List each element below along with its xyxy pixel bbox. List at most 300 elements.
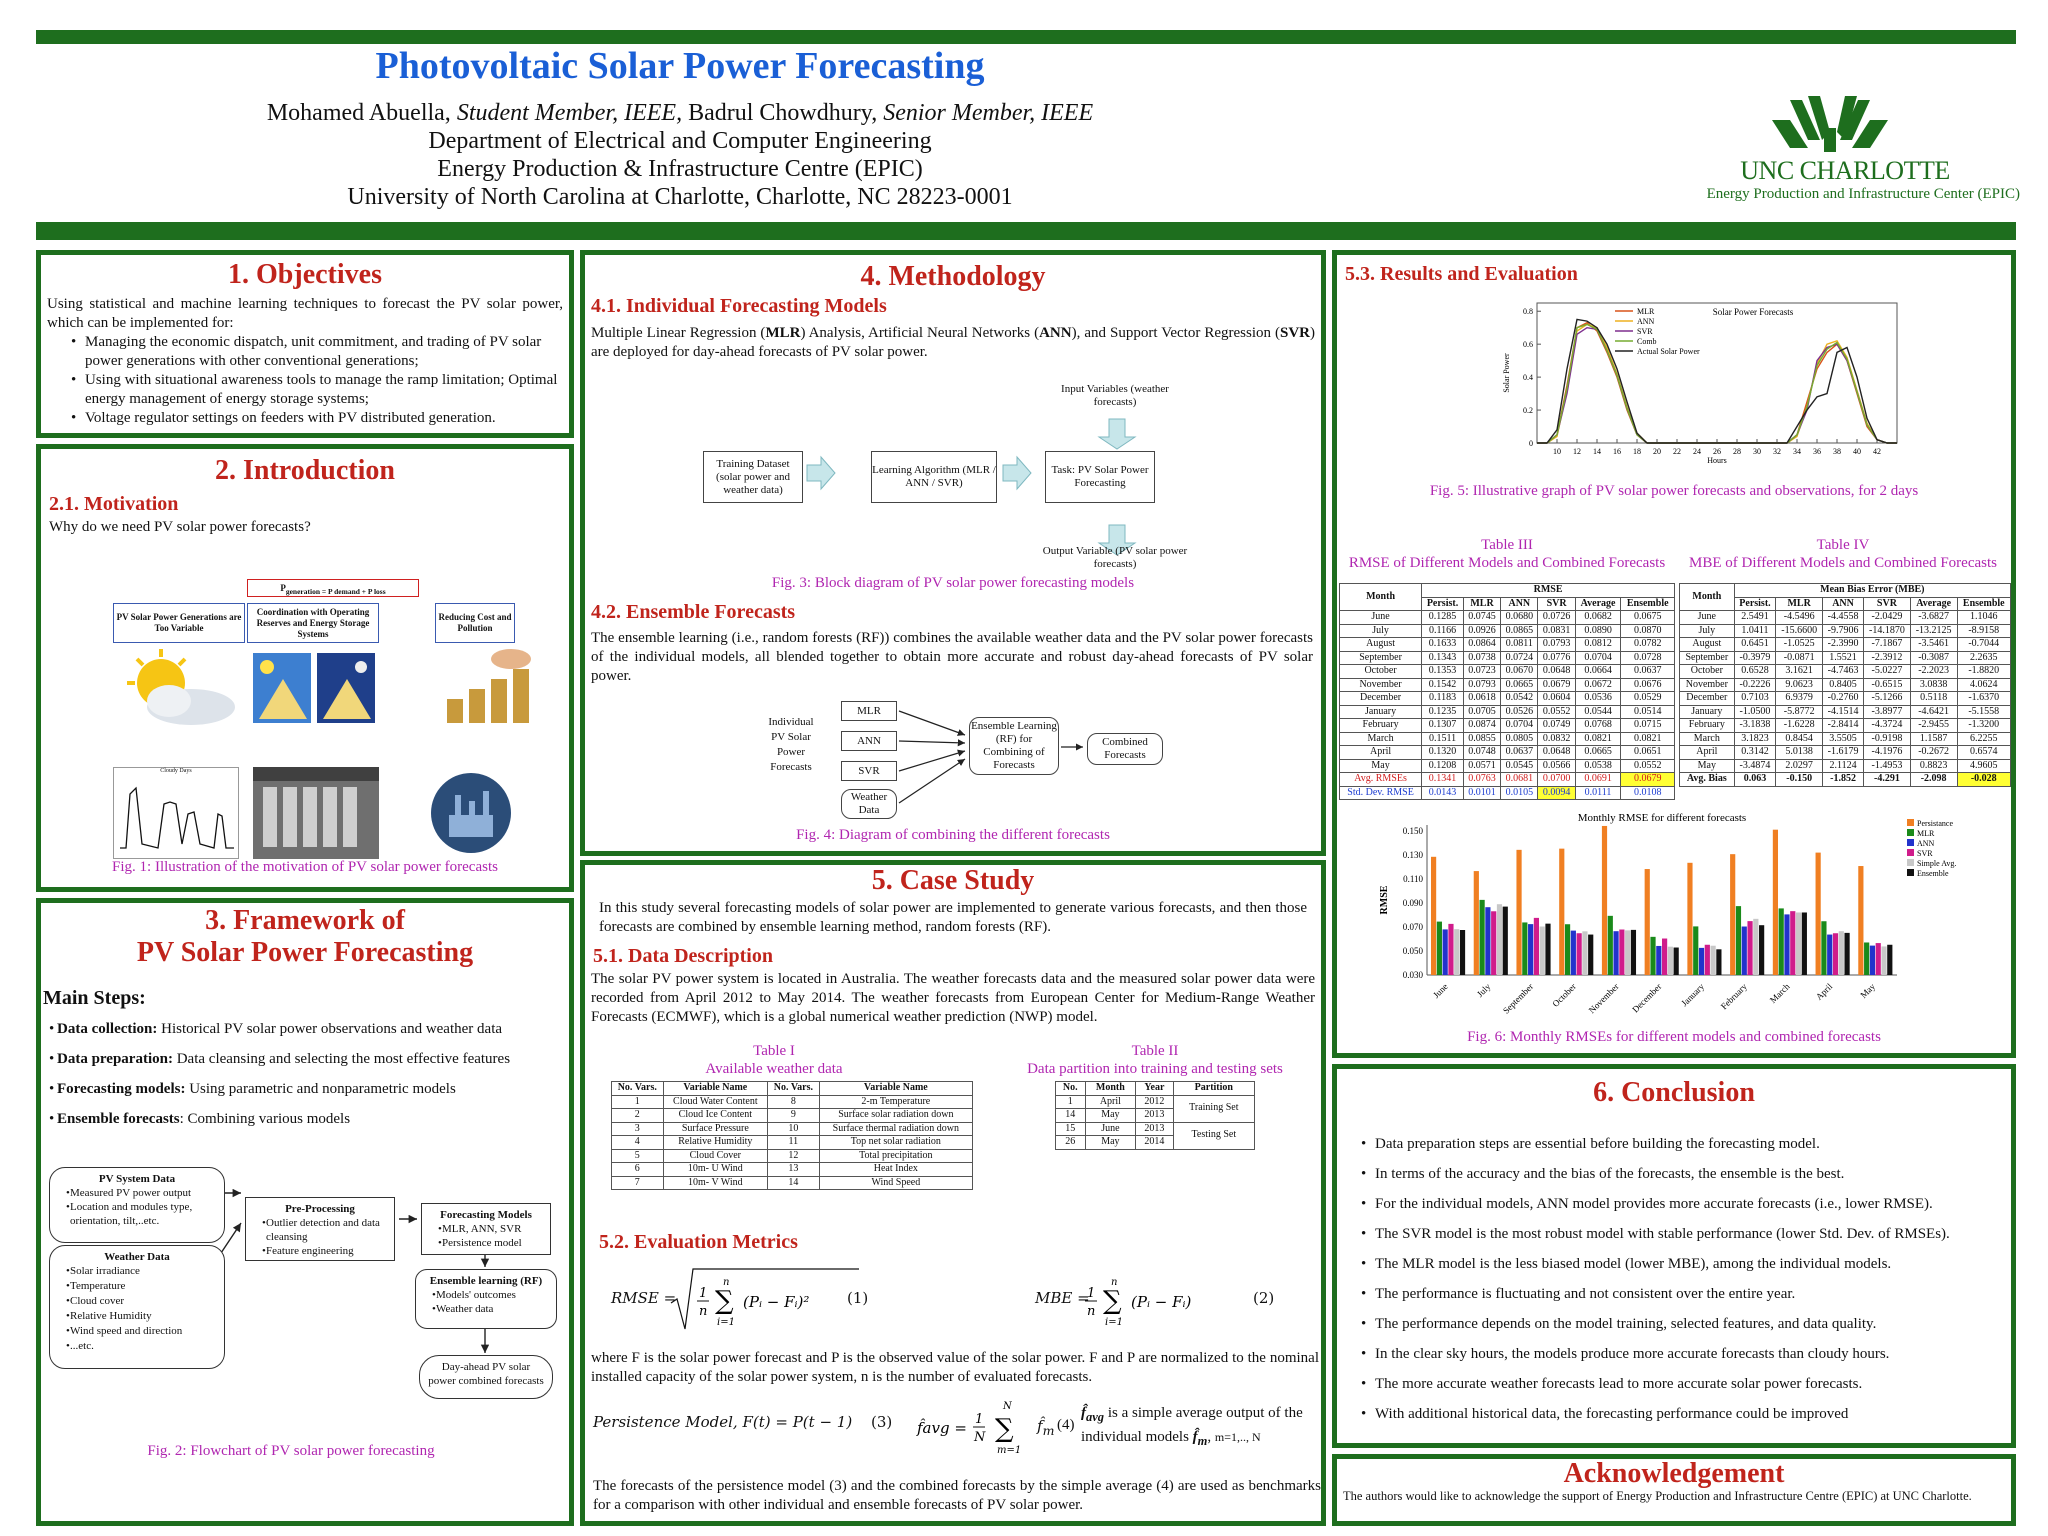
x-tick-label: January bbox=[1679, 981, 1707, 1009]
table-row bbox=[1680, 692, 2011, 706]
table-cell: 0.1235 bbox=[1422, 705, 1464, 719]
table-cell: 0.0865 bbox=[1501, 624, 1538, 638]
input-variables-label: Input Variables (weather forecasts) bbox=[1061, 383, 1169, 408]
x-tick-label: October bbox=[1550, 981, 1578, 1009]
table2-title: Table II bbox=[1131, 1043, 1179, 1059]
table-cell: 0.3142 bbox=[1734, 746, 1776, 760]
storage-illustration-icon bbox=[253, 649, 381, 729]
individual-forecasts-label: Individual PV Solar Power Forecasts bbox=[768, 716, 814, 773]
list-item: • Temperature bbox=[58, 1279, 216, 1294]
table-row bbox=[1340, 678, 1675, 692]
table-cell: -1.3200 bbox=[1957, 719, 2010, 733]
table-row bbox=[1680, 665, 2011, 679]
mbe-table bbox=[1679, 583, 2011, 787]
logo-name: UNC CHARLOTTE bbox=[1740, 156, 1950, 185]
table-cell: 0.1285 bbox=[1422, 611, 1464, 625]
table-row bbox=[1680, 732, 2011, 746]
table-cell: Partition bbox=[1173, 1082, 1254, 1096]
table-row bbox=[1340, 759, 1675, 773]
table-cell: -3.8977 bbox=[1864, 705, 1911, 719]
table-cell: -1.6370 bbox=[1957, 692, 2010, 706]
table-cell: 2.0297 bbox=[1776, 759, 1823, 773]
table-cell: Avg. RMSEs bbox=[1340, 773, 1422, 787]
bar bbox=[1881, 946, 1886, 975]
bar bbox=[1699, 948, 1704, 975]
legend-swatch bbox=[1907, 859, 1914, 866]
table-cell: No. Vars. bbox=[612, 1082, 664, 1096]
table-row bbox=[1340, 624, 1675, 638]
table-cell: -0.028 bbox=[1957, 773, 2010, 787]
table-cell: February bbox=[1340, 719, 1422, 733]
table-row bbox=[612, 1122, 973, 1136]
table-cell: 0.1511 bbox=[1422, 732, 1464, 746]
table-cell: 0.0544 bbox=[1575, 705, 1621, 719]
table-cell: 0.0648 bbox=[1538, 746, 1575, 760]
table-cell: -2.3912 bbox=[1864, 651, 1911, 665]
table-cell: 0.1542 bbox=[1422, 678, 1464, 692]
chart-title: Monthly RMSE for different forecasts bbox=[1577, 812, 1747, 824]
x-tick-label: July bbox=[1474, 981, 1493, 1000]
table-cell: -5.8772 bbox=[1776, 705, 1823, 719]
bar bbox=[1839, 931, 1844, 975]
x-tick-label: 20 bbox=[1653, 447, 1661, 456]
table-cell: Ensemble bbox=[1957, 597, 2010, 611]
table-cell: -1.8820 bbox=[1957, 665, 2010, 679]
table-cell: May bbox=[1680, 759, 1735, 773]
legend-swatch bbox=[1907, 839, 1914, 846]
table-cell: 6.9379 bbox=[1776, 692, 1823, 706]
legend-swatch bbox=[1907, 819, 1914, 826]
y-tick-label: 0.6 bbox=[1523, 340, 1533, 350]
x-tick-label: 42 bbox=[1873, 447, 1881, 456]
table-cell: Persist. bbox=[1422, 597, 1464, 611]
x-tick-label: March bbox=[1767, 981, 1792, 1006]
series-line bbox=[1537, 319, 1897, 443]
y-axis-label: Solar Power bbox=[1502, 353, 1511, 393]
bar bbox=[1448, 924, 1453, 975]
bar bbox=[1790, 911, 1795, 975]
table-cell: 0.0811 bbox=[1501, 638, 1538, 652]
table-cell: 0.0793 bbox=[1538, 638, 1575, 652]
list-item: • With additional historical data, the forecasting performance could be improved bbox=[1353, 1399, 2001, 1429]
header-divider-bar bbox=[36, 222, 2016, 240]
case-study-heading: 5. Case Study bbox=[871, 865, 1035, 896]
x-tick-label: May bbox=[1858, 981, 1878, 1001]
table-cell: September bbox=[1680, 651, 1735, 665]
svg-text:N: N bbox=[974, 1430, 986, 1445]
list-item: • Forecasting models: Using parametric and nonparametric models bbox=[41, 1074, 569, 1104]
table-cell: SVR bbox=[1864, 597, 1911, 611]
table-cell: 14 bbox=[768, 1176, 820, 1190]
bar bbox=[1833, 933, 1838, 975]
table-cell: 0.0700 bbox=[1538, 773, 1575, 787]
y-tick-label: 0.110 bbox=[1403, 874, 1423, 884]
fig6-caption: Fig. 6: Monthly RMSEs for different models and combined forecasts bbox=[1467, 1029, 1881, 1045]
y-axis-label: RMSE bbox=[1379, 885, 1390, 915]
table-cell: 13 bbox=[768, 1163, 820, 1177]
table-cell: 0.0637 bbox=[1501, 746, 1538, 760]
acknowledgement-heading: Acknowledgement bbox=[1563, 1458, 1785, 1489]
x-tick-label: 30 bbox=[1753, 447, 1761, 456]
objectives-list bbox=[41, 333, 569, 428]
table-cell: 0.0679 bbox=[1538, 678, 1575, 692]
table-cell: -1.4953 bbox=[1864, 759, 1911, 773]
combined-forecasts-box: Combined Forecasts bbox=[1087, 733, 1163, 765]
table-cell: 10m- V Wind bbox=[663, 1176, 768, 1190]
table-row bbox=[1340, 692, 1675, 706]
table-cell: 0.0864 bbox=[1463, 638, 1500, 652]
list-item: • Data preparation: Data cleansing and selecting the most effective features bbox=[41, 1044, 569, 1074]
list-item: • Data collection: Historical PV solar power observations and weather data bbox=[41, 1014, 569, 1044]
table-cell: Surface solar radiation down bbox=[819, 1109, 972, 1123]
month-header: Month bbox=[1680, 584, 1735, 611]
table1-title: Table I bbox=[753, 1043, 795, 1059]
list-item: • Weather data bbox=[424, 1302, 548, 1316]
table-cell: Cloud Water Content bbox=[663, 1095, 768, 1109]
objectives-heading: 1. Objectives bbox=[228, 259, 382, 290]
legend-label: MLR bbox=[1917, 829, 1935, 838]
table-cell: 0.1341 bbox=[1422, 773, 1464, 787]
table-cell: 1.0411 bbox=[1734, 624, 1776, 638]
pv-system-data-box: PV System Data • Measured PV power output • Location and modules type, orientation, tilt,..etc. bbox=[49, 1167, 225, 1243]
table-cell: 0.1353 bbox=[1422, 665, 1464, 679]
table-cell: 0.7103 bbox=[1734, 692, 1776, 706]
bar bbox=[1858, 866, 1863, 975]
table-cell: 0.0745 bbox=[1463, 611, 1500, 625]
y-tick-label: 0.150 bbox=[1402, 826, 1423, 836]
sun-cloud-icon bbox=[111, 649, 241, 729]
poster-title: Photovoltaic Solar Power Forecasting bbox=[375, 45, 985, 87]
ens-model-mlr: MLR bbox=[841, 701, 897, 721]
series-line bbox=[1537, 328, 1897, 443]
y-tick-label: 0.2 bbox=[1523, 406, 1533, 416]
bar bbox=[1480, 900, 1485, 975]
training-dataset-box: Training Dataset (solar power and weather data) bbox=[703, 451, 803, 503]
x-tick-label: 28 bbox=[1733, 447, 1741, 456]
table-cell: 0.0832 bbox=[1538, 732, 1575, 746]
cloudy-days-plot bbox=[114, 774, 238, 854]
x-tick-label: 32 bbox=[1773, 447, 1781, 456]
y-tick-label: 0 bbox=[1529, 439, 1533, 448]
table-cell: 0.0723 bbox=[1463, 665, 1500, 679]
table-cell: 0.0648 bbox=[1538, 665, 1575, 679]
table-cell: 1 bbox=[612, 1095, 664, 1109]
table-cell: 0.0821 bbox=[1575, 732, 1621, 746]
chart-title: Solar Power Forecasts bbox=[1712, 307, 1794, 317]
bar bbox=[1491, 911, 1496, 975]
table-cell: 0.1208 bbox=[1422, 759, 1464, 773]
table-cell: Persist. bbox=[1734, 597, 1776, 611]
average-description: $f̂_{avg}$ is a simple average output of the individual models $f̂_m$, m=1,.., N bbox=[1081, 1405, 1303, 1448]
table-cell: 9 bbox=[768, 1109, 820, 1123]
x-tick-label: February bbox=[1718, 981, 1749, 1012]
table-cell: 0.0111 bbox=[1575, 786, 1621, 800]
svg-text:N: N bbox=[1003, 1401, 1012, 1412]
table-cell: 0.0805 bbox=[1501, 732, 1538, 746]
conclusion-list bbox=[1337, 1109, 2011, 1429]
table-cell: 0.0637 bbox=[1621, 665, 1675, 679]
table-cell: 0.0604 bbox=[1538, 692, 1575, 706]
table-cell: April bbox=[1340, 746, 1422, 760]
table-cell: 3.5505 bbox=[1823, 732, 1864, 746]
table-row bbox=[1340, 705, 1675, 719]
training-set-cell: Training Set bbox=[1173, 1095, 1254, 1122]
list-item: • Persistence model bbox=[430, 1236, 542, 1250]
bar bbox=[1844, 933, 1849, 975]
table-cell: 0.8405 bbox=[1823, 678, 1864, 692]
university-line: University of North Carolina at Charlotte, Charlotte, NC 28223-0001 bbox=[347, 184, 1013, 210]
svg-text:n: n bbox=[723, 1277, 730, 1288]
table-cell: 0.0821 bbox=[1621, 732, 1675, 746]
table-cell: 0.6574 bbox=[1957, 746, 2010, 760]
y-tick-label: 0.090 bbox=[1402, 898, 1423, 908]
bar bbox=[1656, 946, 1661, 975]
centre-line: Energy Production & Infrastructure Centre (EPIC) bbox=[437, 156, 923, 182]
table-cell: 0.0675 bbox=[1621, 611, 1675, 625]
authors-line: Mohamed Abuella, Student Member, IEEE, Badrul Chowdhury, Senior Member, IEEE bbox=[266, 100, 1094, 126]
table-cell: March bbox=[1340, 732, 1422, 746]
table-cell: -4.3724 bbox=[1864, 719, 1911, 733]
table-cell: -2.8414 bbox=[1823, 719, 1864, 733]
table3-subtitle: RMSE of Different Models and Combined Forecasts bbox=[1348, 555, 1666, 571]
bar bbox=[1887, 945, 1892, 975]
table-row bbox=[1340, 611, 1675, 625]
legend-label: Comb bbox=[1637, 337, 1657, 346]
where-text: where F is the solar power forecast and P is the observed value of the solar power. F and P are normalized to the nominal installed capacity of the solar power system, n is the number of evaluated forecasts. bbox=[591, 1350, 1319, 1385]
table-cell: Month bbox=[1085, 1082, 1136, 1096]
table-cell: -0.2760 bbox=[1823, 692, 1864, 706]
table-cell: -5.1558 bbox=[1957, 705, 2010, 719]
table-cell: -1.0500 bbox=[1734, 705, 1776, 719]
table-cell: 0.0682 bbox=[1575, 611, 1621, 625]
table-cell: 0.0094 bbox=[1538, 786, 1575, 800]
table-cell: Variable Name bbox=[819, 1082, 972, 1096]
bar bbox=[1540, 927, 1545, 975]
table-row: 1 April 2012 Training Set bbox=[1056, 1095, 1255, 1109]
table-cell: January bbox=[1340, 705, 1422, 719]
table-cell: Surface thermal radiation down bbox=[819, 1122, 972, 1136]
table-cell: -1.6179 bbox=[1823, 746, 1864, 760]
table-cell: -8.9158 bbox=[1957, 624, 2010, 638]
table-cell: -3.1838 bbox=[1734, 719, 1776, 733]
table-cell: 0.0748 bbox=[1463, 746, 1500, 760]
table-cell: Cloud Cover bbox=[663, 1149, 768, 1163]
legend-label: ANN bbox=[1917, 839, 1935, 848]
table-cell: 0.0665 bbox=[1501, 678, 1538, 692]
x-axis-label: Hours bbox=[1707, 456, 1727, 465]
bar bbox=[1645, 869, 1650, 975]
table-cell: July bbox=[1340, 624, 1422, 638]
list-item: • Ensemble forecasts: Combining various models bbox=[41, 1104, 569, 1134]
y-tick-label: 0.030 bbox=[1402, 970, 1423, 980]
main-steps-heading: Main Steps: bbox=[43, 987, 146, 1009]
x-tick-label: 16 bbox=[1613, 447, 1621, 456]
logo-subtitle: Energy Production and Infrastructure Center (EPIC) bbox=[1706, 186, 2020, 202]
ensemble-forecasts-text: The ensemble learning (i.e., random forests (RF)) combines the available weather data and the PV solar power forecasts of the individual models, all blended together to obtain more accurate and robust day-ahead forecasts of PV solar power. bbox=[591, 630, 1313, 684]
svg-text:∑: ∑ bbox=[995, 1414, 1014, 1444]
average-equation-tail: $f̂_m$ bbox=[1037, 1417, 1055, 1438]
coins-icon bbox=[441, 649, 541, 729]
table-cell: 3 bbox=[612, 1122, 664, 1136]
table-cell: 0.0664 bbox=[1575, 665, 1621, 679]
bar bbox=[1742, 927, 1747, 975]
bar bbox=[1705, 945, 1710, 975]
task-box: Task: PV Solar Power Forecasting bbox=[1045, 451, 1155, 503]
list-item: • Data preparation steps are essential before building the forecasting model. bbox=[1353, 1129, 2001, 1159]
table-row bbox=[1340, 719, 1675, 733]
svg-text:(Pᵢ − Fᵢ): (Pᵢ − Fᵢ) bbox=[1131, 1293, 1192, 1311]
table-row bbox=[1340, 786, 1675, 800]
table-row bbox=[612, 1176, 973, 1190]
x-tick-label: 36 bbox=[1813, 447, 1821, 456]
bar bbox=[1773, 830, 1778, 975]
table3-title: Table III bbox=[1481, 537, 1533, 553]
monthly-rmse-bar-chart bbox=[1357, 811, 1997, 1031]
table-cell: Year bbox=[1136, 1082, 1173, 1096]
unc-charlotte-logo bbox=[1640, 92, 2020, 212]
table-cell: 0.0831 bbox=[1538, 624, 1575, 638]
bar bbox=[1588, 935, 1593, 975]
bar bbox=[1437, 922, 1442, 975]
bar bbox=[1747, 921, 1752, 975]
table-cell: 0.0566 bbox=[1538, 759, 1575, 773]
x-tick-label: September bbox=[1500, 981, 1536, 1016]
table-row bbox=[612, 1163, 973, 1177]
bar bbox=[1522, 922, 1527, 975]
table-cell: 0.1633 bbox=[1422, 638, 1464, 652]
bar bbox=[1497, 904, 1502, 975]
table-row: 26 May 2014 bbox=[1056, 1136, 1255, 1150]
ensemble-learning-box: Ensemble learning (RF) • Models' outcomes • Weather data bbox=[415, 1269, 557, 1329]
list-item: • The SVR model is the most robust model with stable performance (lower Std. Dev. of RMSEs). bbox=[1353, 1219, 2001, 1249]
table-row bbox=[1680, 773, 2011, 787]
table-row bbox=[1680, 705, 2011, 719]
table-cell: 0.0749 bbox=[1538, 719, 1575, 733]
table-cell: 0.0571 bbox=[1463, 759, 1500, 773]
table-cell: -0.3979 bbox=[1734, 651, 1776, 665]
table-cell: 2-m Temperature bbox=[819, 1095, 972, 1109]
table-cell: 0.0812 bbox=[1575, 638, 1621, 652]
table-cell: 0.0728 bbox=[1621, 651, 1675, 665]
x-tick-label: 14 bbox=[1593, 447, 1601, 456]
table-row: 14 May 2013 bbox=[1056, 1109, 1255, 1123]
fig1-caption: Fig. 1: Illustration of the motivation of PV solar power forecasts bbox=[112, 859, 498, 875]
bar bbox=[1571, 931, 1576, 975]
list-item: • Wind speed and direction bbox=[58, 1324, 216, 1339]
legend-label: SVR bbox=[1917, 849, 1933, 858]
legend-label: ANN bbox=[1637, 317, 1655, 326]
table-cell: No. Vars. bbox=[768, 1082, 820, 1096]
bar bbox=[1582, 931, 1587, 975]
svg-text:i=1: i=1 bbox=[717, 1317, 735, 1328]
introduction-heading: 2. Introduction bbox=[215, 455, 395, 486]
eq4-number: (4) bbox=[1057, 1417, 1075, 1433]
fig4-caption: Fig. 4: Diagram of combining the different forecasts bbox=[796, 827, 1110, 843]
table-row bbox=[612, 1095, 973, 1109]
steps-list bbox=[41, 1014, 569, 1134]
table-cell: -0.2226 bbox=[1734, 678, 1776, 692]
table-cell: Top net solar radiation bbox=[819, 1136, 972, 1150]
table-cell: 0.063 bbox=[1734, 773, 1776, 787]
table-cell: 2.5491 bbox=[1734, 611, 1776, 625]
bar bbox=[1454, 929, 1459, 975]
bar bbox=[1460, 930, 1465, 975]
forecasting-models-box: Forecasting Models • MLR, ANN, SVR • Persistence model bbox=[421, 1203, 551, 1255]
table-cell: 0.0715 bbox=[1621, 719, 1675, 733]
list-item: • Models' outcomes bbox=[424, 1288, 548, 1302]
table-cell: December bbox=[1680, 692, 1735, 706]
mbe-group-header: Mean Bias Error (MBE) bbox=[1734, 584, 2010, 598]
table-cell: November bbox=[1680, 678, 1735, 692]
table-cell: 0.0768 bbox=[1575, 719, 1621, 733]
list-item: • For the individual models, ANN model provides more accurate forecasts (i.e., lower RMSE). bbox=[1353, 1189, 2001, 1219]
table-row bbox=[612, 1136, 973, 1150]
list-item: • ...etc. bbox=[58, 1339, 216, 1354]
table-cell: -4.1976 bbox=[1864, 746, 1911, 760]
pre-processing-box: Pre-Processing • Outlier detection and data cleansing • Feature engineering bbox=[245, 1197, 395, 1261]
table-cell: 0.0855 bbox=[1463, 732, 1500, 746]
table-cell: -0.2672 bbox=[1910, 746, 1957, 760]
table-cell: 11 bbox=[768, 1136, 820, 1150]
table-cell: -0.6515 bbox=[1864, 678, 1911, 692]
bar bbox=[1443, 929, 1448, 975]
individual-models-text: Multiple Linear Regression (MLR) Analysis, Artificial Neural Networks (ANN), and Support Vector Regression (SVR) are deployed for day-ahead forecasts of PV solar power. bbox=[591, 325, 1315, 360]
table-cell: 0.0545 bbox=[1501, 759, 1538, 773]
table-cell: 0.0143 bbox=[1422, 786, 1464, 800]
bar bbox=[1625, 930, 1630, 975]
y-tick-label: 0.4 bbox=[1523, 373, 1533, 383]
table-cell: MLR bbox=[1776, 597, 1823, 611]
table-row bbox=[1680, 638, 2011, 652]
fig5-caption: Fig. 5: Illustrative graph of PV solar power forecasts and observations, for 2 days bbox=[1429, 483, 1919, 499]
svg-text:n: n bbox=[1087, 1304, 1096, 1319]
top-border-bar bbox=[36, 30, 2016, 44]
bar bbox=[1534, 918, 1539, 975]
introduction-panel bbox=[36, 444, 574, 892]
table-cell: 0.0874 bbox=[1463, 719, 1500, 733]
bar bbox=[1870, 946, 1875, 975]
table-cell: 5 bbox=[612, 1149, 664, 1163]
table-cell: 0.8454 bbox=[1776, 732, 1823, 746]
legend-label: MLR bbox=[1637, 307, 1655, 316]
x-tick-label: 34 bbox=[1793, 447, 1801, 456]
table-cell: 0.1320 bbox=[1422, 746, 1464, 760]
table-cell: 4.9605 bbox=[1957, 759, 2010, 773]
table-cell: 1.1587 bbox=[1910, 732, 1957, 746]
table-cell: -5.1266 bbox=[1864, 692, 1911, 706]
motivation-card-reserves: Coordination with Operating Reserves and Energy Storage Systems bbox=[247, 603, 379, 643]
table-cell: 0.0552 bbox=[1621, 759, 1675, 773]
table-cell: Average bbox=[1910, 597, 1957, 611]
table-cell: -2.2023 bbox=[1910, 665, 1957, 679]
y-tick-label: 0.070 bbox=[1402, 922, 1423, 932]
individual-models-heading: 4.1. Individual Forecasting Models bbox=[591, 295, 887, 317]
table-row bbox=[1680, 651, 2011, 665]
table-cell: -1.0525 bbox=[1776, 638, 1823, 652]
table-cell: -0.150 bbox=[1776, 773, 1823, 787]
bar bbox=[1827, 935, 1832, 975]
x-tick-label: April bbox=[1813, 981, 1835, 1002]
motivation-card-variable: PV Solar Power Generations are Too Variable bbox=[113, 603, 245, 643]
table-cell: -0.9198 bbox=[1864, 732, 1911, 746]
benchmark-text: The forecasts of the persistence model (3) and the combined forecasts by the simple average (4) are used as benchmarks for a comparison with other individual and ensemble forecasts of PV solar power. bbox=[593, 1478, 1321, 1513]
list-item: • In the clear sky hours, the models produce more accurate forecasts than cloudy hours. bbox=[1353, 1339, 2001, 1369]
table-cell: 1.1046 bbox=[1957, 611, 2010, 625]
series-line bbox=[1537, 324, 1897, 443]
table4-subtitle: MBE of Different Models and Combined Forecasts bbox=[1688, 555, 1997, 571]
bar bbox=[1759, 925, 1764, 975]
bar bbox=[1650, 937, 1655, 975]
